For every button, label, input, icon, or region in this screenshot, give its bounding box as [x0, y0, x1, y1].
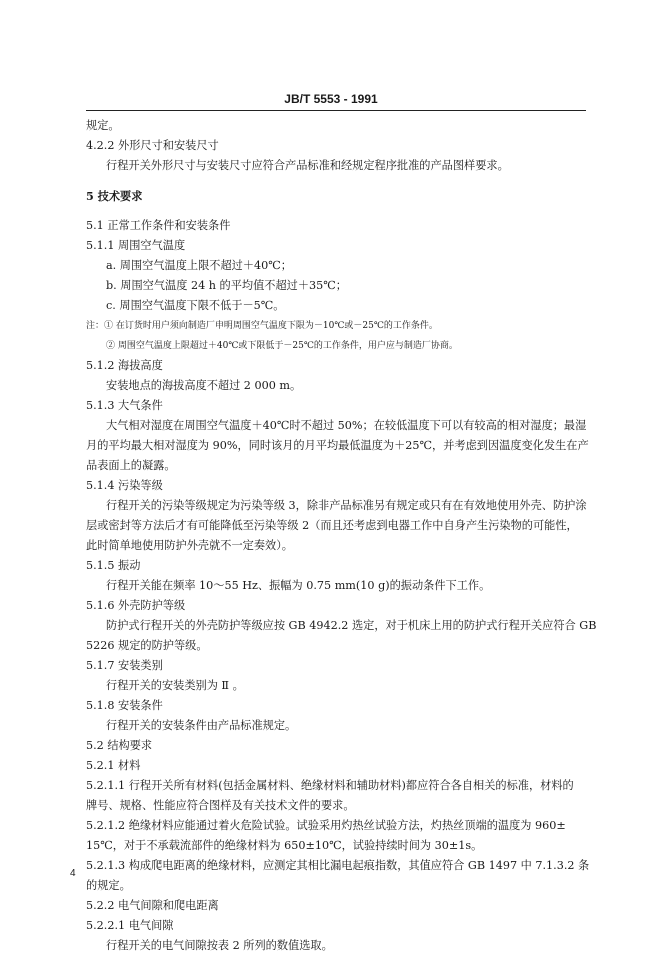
text-line: 此时简单地使用防护外壳就不一定奏效）。	[86, 539, 293, 552]
text-line: 15℃，对于不承载流部件的绝缘材料为 650±10℃，试验持续时间为 30±1s。	[86, 839, 483, 852]
text-line: 5.1.8 安装条件	[86, 699, 163, 712]
text-line: a. 周围空气温度上限不超过＋40℃；	[106, 259, 292, 272]
text-line: 行程开关的安装条件由产品标准规定。	[106, 719, 297, 732]
text-line: 规定。	[86, 119, 120, 132]
page-number: 4	[70, 868, 76, 879]
text-line: 5.2.2 电气间隙和爬电距离	[86, 899, 219, 912]
text-line: 5.2 结构要求	[86, 739, 153, 752]
text-line: 品表面上的凝露。	[86, 459, 176, 472]
text-line: 5.2.1.1 行程开关所有材料(包括金属材料、绝缘材料和辅助材料)都应符合各自相关的标准，材料的	[86, 779, 574, 792]
text-line: 5226 规定的防护等级。	[86, 639, 208, 652]
text-line: 牌号、规格、性能应符合图样及有关技术文件的要求。	[86, 799, 355, 812]
spacer	[86, 176, 606, 186]
text-line: 5.1.4 污染等级	[86, 479, 163, 492]
document-body	[86, 116, 606, 956]
text-line: 安装地点的海拔高度不超过 2 000 m。	[106, 379, 302, 392]
text-line: 5.1.1 周围空气温度	[86, 239, 186, 252]
text-line: 5.1.7 安装类别	[86, 659, 163, 672]
text-line: 月的平均最大相对湿度为 90%，同时该月的月平均最低温度为＋25℃，并考虑到因温度变化发生在产	[86, 439, 589, 452]
text-line: 5.1.3 大气条件	[86, 399, 163, 412]
header-rule	[86, 110, 586, 111]
text-line: 5.1.6 外壳防护等级	[86, 599, 186, 612]
text-line: 5.2.2.1 电气间隙	[86, 919, 174, 932]
standard-code-header: JB/T 5553 - 1991	[284, 92, 378, 106]
text-line: c. 周围空气温度下限不低于－5℃。	[106, 299, 285, 312]
text-line: 5.1.2 海拔高度	[86, 359, 163, 372]
text-line: 5.2.1.3 构成爬电距离的绝缘材料，应测定其相比漏电起痕指数，其值应符合 GB 1497 中 7.1.3.2 条	[86, 859, 590, 872]
text-line: 行程开关外形尺寸与安装尺寸应符合产品标准和经规定程序批准的产品图样要求。	[106, 159, 509, 172]
text-line: 5.2.1.2 绝缘材料应能通过着火危险试验。试验采用灼热丝试验方法，灼热丝顶端的温度为 960±	[86, 819, 566, 832]
text-line: 注：① 在订货时用户须向制造厂申明周围空气温度下限为－10℃或－25℃的工作条件。	[86, 321, 438, 331]
text-line: 层或密封等方法后才有可能降低至污染等级 2（而且还考虑到电器工作中自身产生污染物的可能性，	[86, 519, 578, 532]
text-line: ② 周围空气温度上限超过＋40℃或下限低于－25℃的工作条件，用户应与制造厂协商。	[106, 341, 458, 351]
text-line: 5.1.5 振动	[86, 559, 141, 572]
spacer	[86, 206, 606, 216]
text-line: 行程开关能在频率 10～55 Hz、振幅为 0.75 mm(10 g)的振动条件下工作。	[106, 579, 491, 592]
text-line: 5 技术要求	[86, 189, 143, 203]
text-line: 防护式行程开关的外壳防护等级应按 GB 4942.2 选定，对于机床上用的防护式行程开关应符合 GB	[106, 619, 597, 632]
text-line: 5.2.1 材料	[86, 759, 141, 772]
text-line: b. 周围空气温度 24 h 的平均值不超过＋35℃；	[106, 279, 347, 292]
text-line: 大气相对湿度在周围空气温度＋40℃时不超过 50%；在较低温度下可以有较高的相对湿度；最湿	[106, 419, 587, 432]
text-line: 4.2.2 外形尺寸和安装尺寸	[86, 139, 219, 152]
text-line: 行程开关的安装类别为 Ⅱ 。	[106, 679, 244, 692]
text-line: 行程开关的电气间隙按表 2 所列的数值选取。	[106, 939, 333, 952]
text-line: 的规定。	[86, 879, 131, 892]
text-line: 5.1 正常工作条件和安装条件	[86, 219, 231, 232]
text-line: 行程开关的污染等级规定为污染等级 3，除非产品标准另有规定或只有在有效地使用外壳、防护涂	[106, 499, 587, 512]
